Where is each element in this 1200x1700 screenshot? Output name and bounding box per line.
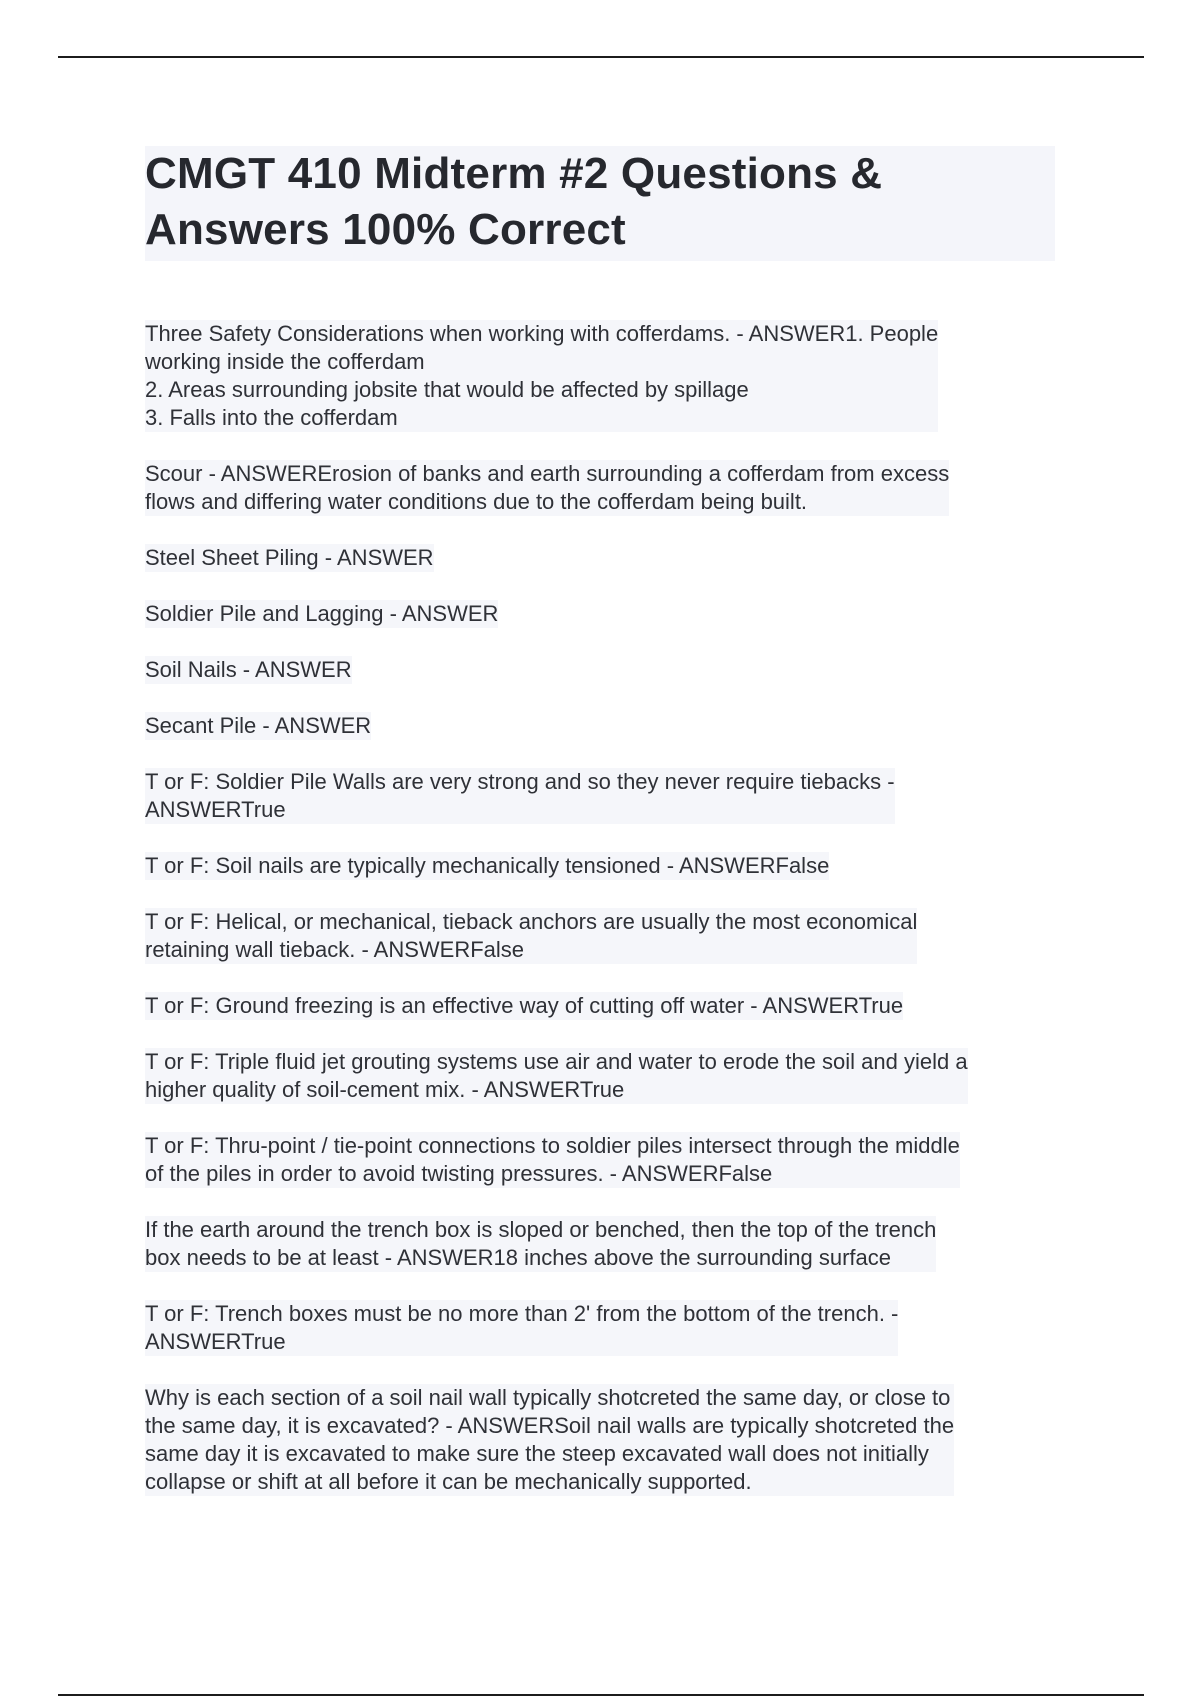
- document-page: [145, 146, 1055, 1524]
- qa-item: Secant Pile - ANSWER: [145, 713, 372, 738]
- qa-item: T or F: Ground freezing is an effective way of cutting off water - ANSWERTrue: [145, 993, 904, 1018]
- qa-item: T or F: Soil nails are typically mechanically tensioned - ANSWERFalse: [145, 853, 830, 878]
- qa-item: T or F: Helical, or mechanical, tieback anchors are usually the most economical retaining wall tieback. - ANSWERFalse: [145, 909, 918, 962]
- qa-item: Steel Sheet Piling - ANSWER: [145, 545, 434, 570]
- footer-rule: [58, 1694, 1144, 1696]
- qa-item: T or F: Trench boxes must be no more than 2' from the bottom of the trench. - ANSWERTrue: [145, 1301, 899, 1354]
- qa-item: If the earth around the trench box is sloped or benched, then the top of the trench box needs to be at least - ANSWER18 inches above the surrounding surface: [145, 1217, 937, 1270]
- document-title: CMGT 410 Midterm #2 Questions & Answers 100% Correct: [145, 149, 883, 254]
- qa-item: Soldier Pile and Lagging - ANSWER: [145, 601, 499, 626]
- title-block: [145, 146, 1055, 261]
- qa-item: T or F: Triple fluid jet grouting systems use air and water to erode the soil and yield a higher quality of soil-cement mix. - ANSWERTrue: [145, 1049, 968, 1102]
- qa-item: Scour - ANSWERErosion of banks and earth surrounding a cofferdam from excess flows and differing water conditions due to the cofferdam being built.: [145, 461, 950, 514]
- qa-list: [145, 320, 1055, 1496]
- qa-item: T or F: Soldier Pile Walls are very strong and so they never require tiebacks - ANSWERTrue: [145, 769, 895, 822]
- qa-item: Three Safety Considerations when working with cofferdams. - ANSWER1. People working inside the cofferdam 2. Areas surrounding jobsite that would be affected by spillage 3. Falls into the cofferdam: [145, 321, 939, 430]
- header-rule: [58, 56, 1144, 58]
- qa-item: T or F: Thru-point / tie-point connections to soldier piles intersect through the middle of the piles in order to avoid twisting pressures. - ANSWERFalse: [145, 1133, 960, 1186]
- qa-item: Why is each section of a soil nail wall typically shotcreted the same day, or close to the same day, it is excavated? - ANSWERSoil nail walls are typically shotcreted the same day it is excavated to make sure the steep excavated wall does not initially collapse or shift at all before it can be mechanically supported.: [145, 1385, 955, 1494]
- qa-item: Soil Nails - ANSWER: [145, 657, 352, 682]
